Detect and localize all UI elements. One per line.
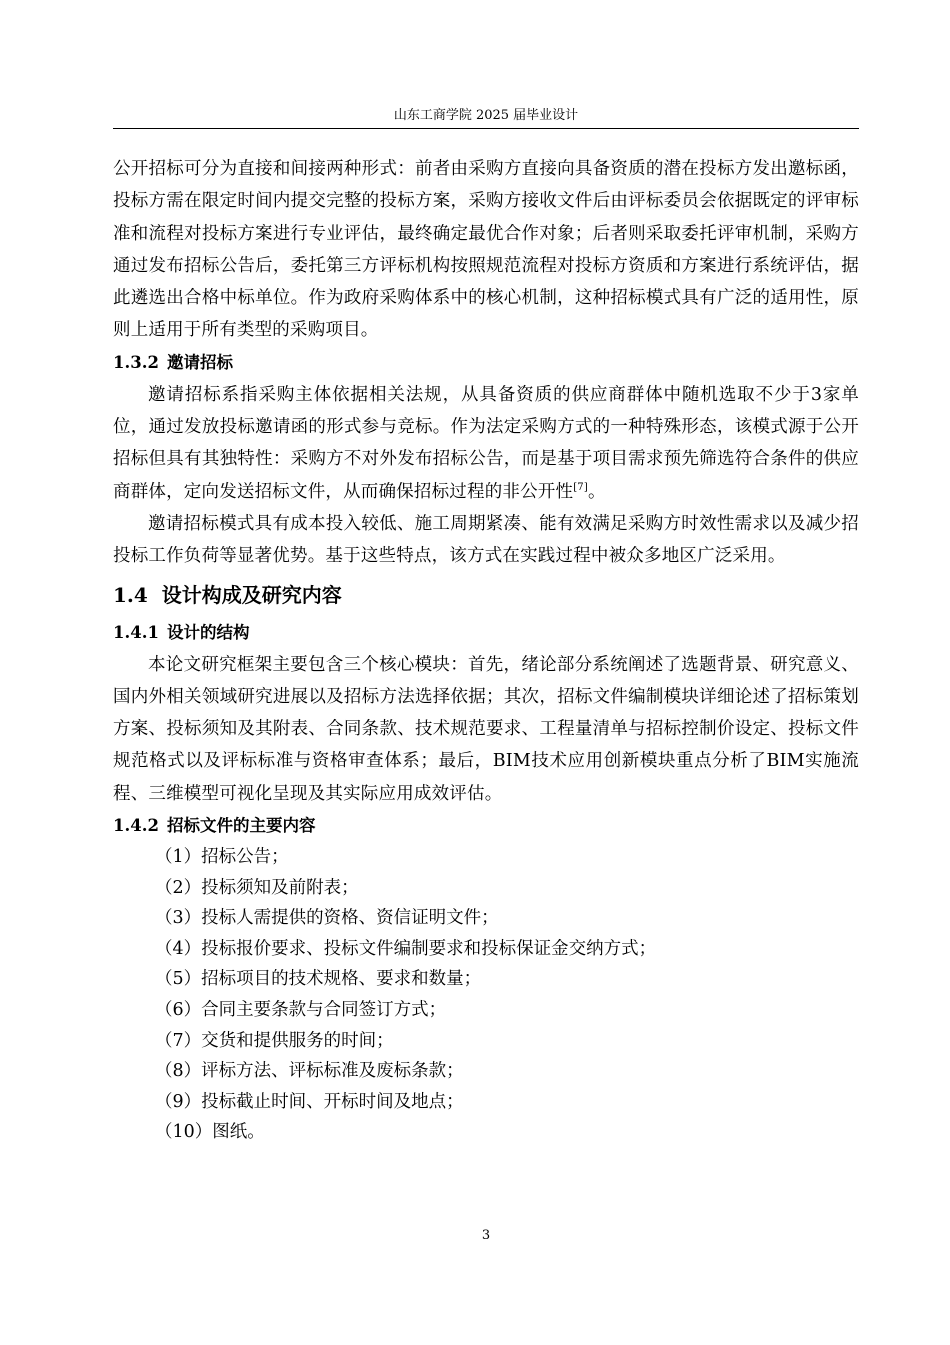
list-item: （3）投标人需提供的资格、资信证明文件； bbox=[155, 908, 499, 929]
paragraph-invite-advantages: 邀请招标模式具有成本投入较低、施工周期紧凑、能有效满足采购方时效性需求以及减少招投标工作负荷等显著优势。基于这些特点，该方式在实践过程中被众多地区广泛采用。 bbox=[113, 513, 859, 567]
list-item: （2）投标须知及前附表； bbox=[155, 877, 359, 898]
list-item: （4）投标报价要求、投标文件编制要求和投标保证金交纳方式； bbox=[155, 938, 657, 959]
heading-title: 招标文件的主要内容 bbox=[166, 816, 316, 836]
paragraph-design-structure: 本论文研究框架主要包含三个核心模块：首先，绪论部分系统阐述了选题背景、研究意义、国内外相关领域研究进展以及招标方法选择依据；其次，招标文件编制模块详细论述了招标策划方案、投标须知及其附表、合同条款、技术规范要求、工程量清单与招标控制价设定、投标文件规范格式以及评标标准与资格审查体系；最后，BIM技术应用创新模块重点分析了BIM实施流程、三维模型可视化呈现及其实际应用成效评估。 bbox=[113, 654, 859, 804]
list-item: （5）招标项目的技术规格、要求和数量； bbox=[155, 969, 482, 990]
header-rule bbox=[113, 128, 859, 129]
running-header: 山东工商学院 2025 届毕业设计 bbox=[393, 108, 579, 123]
page-body bbox=[113, 153, 859, 1148]
heading-title: 设计构成及研究内容 bbox=[161, 582, 342, 607]
heading-number: 1.3.2 bbox=[113, 352, 159, 372]
paragraph-text: 邀请招标系指采购主体依据相关法规，从具备资质的供应商群体中随机选取不少于3家单位，通过发放投标邀请函的形式参与竞标。作为法定采购方式的一种特殊形态，该模式源于公开招标但具有其独特性：采购方不对外发布招标公告，而是基于项目需求预先筛选符合条件的供应商群体，定向发送招标文件，从而确保招标过程的非公开性 bbox=[113, 384, 859, 502]
intro-paragraph: 公开招标可分为直接和间接两种形式：前者由采购方直接向具备资质的潜在投标方发出邀标函，投标方需在限定时间内提交完整的投标方案，采购方接收文件后由评标委员会依据既定的评审标准和流程对投标方案进行专业评估，最终确定最优合作对象；后者则采取委托评审机制，采购方通过发布招标公告后，委托第三方评标机构按照规范流程对投标方资质和方案进行系统评估，据此遴选出合格中标单位。作为政府采购体系中的核心机制，这种招标模式具有广泛的适用性，原则上适用于所有类型的采购项目。 bbox=[113, 159, 859, 341]
heading-number: 1.4.2 bbox=[113, 816, 159, 836]
list-item: （1）招标公告； bbox=[155, 847, 289, 868]
paragraph-end: 。 bbox=[587, 481, 606, 502]
contents-list bbox=[113, 842, 859, 1148]
heading-1-4-2 bbox=[113, 810, 859, 842]
heading-title: 设计的结构 bbox=[166, 622, 250, 642]
list-item: （8）评标方法、评标标准及废标条款； bbox=[155, 1061, 464, 1082]
heading-1-3-2 bbox=[113, 347, 859, 379]
list-item: （7）交货和提供服务的时间； bbox=[155, 1030, 394, 1051]
heading-number: 1.4 bbox=[113, 582, 148, 607]
heading-1-4-1 bbox=[113, 617, 859, 649]
heading-title: 邀请招标 bbox=[166, 352, 233, 372]
list-item: （9）投标截止时间、开标时间及地点； bbox=[155, 1091, 464, 1112]
list-item: （10）图纸。 bbox=[155, 1122, 265, 1143]
heading-number: 1.4.1 bbox=[113, 622, 159, 642]
list-item: （6）合同主要条款与合同签订方式； bbox=[155, 1000, 447, 1021]
paragraph-invite-definition bbox=[113, 379, 859, 508]
page-number: 3 bbox=[481, 1228, 491, 1243]
citation: [7] bbox=[573, 481, 588, 493]
heading-1-4 bbox=[113, 577, 859, 613]
